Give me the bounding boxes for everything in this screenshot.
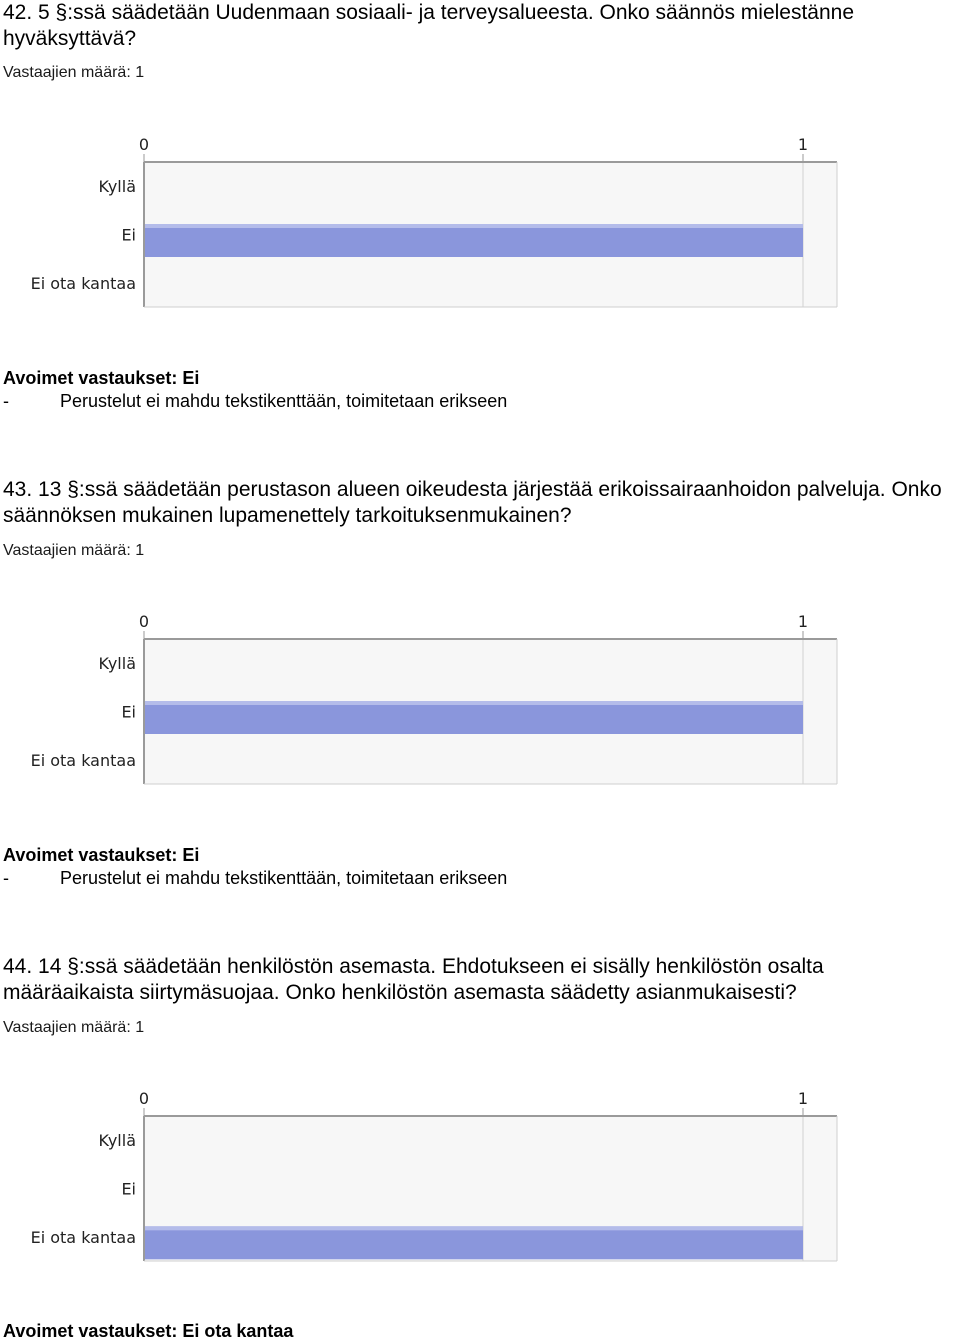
open-answer-text: Perustelut ei mahdu tekstikenttään, toimitetaan erikseen — [60, 391, 508, 411]
category-label: Kyllä — [98, 1131, 136, 1151]
category-label: Ei ota kantaa — [30, 1227, 136, 1247]
respondent-count: Vastaajien määrä: 1 — [3, 1019, 145, 1036]
open-answer-item — [3, 867, 507, 889]
bar — [144, 701, 803, 734]
category-label: Kyllä — [98, 177, 136, 197]
list-dash: - — [3, 868, 9, 888]
category-label: Ei — [121, 702, 136, 722]
bar — [144, 224, 803, 257]
open-answers-label: Avoimet vastaukset: Ei ota kantaa — [3, 1321, 294, 1341]
category-label: Ei ota kantaa — [30, 273, 136, 293]
question-44-title: 44. 14 §:ssä säädetään henkilöstön asemasta. Ehdotukseen ei sisälly henkilöstön osalta määräaikaista siirtymäsuojaa. Onko henkilöstön asemasta säädetty asianmukaisesti? — [3, 955, 824, 1004]
tick-label: 1 — [797, 135, 809, 154]
open-answer-text: Perustelut ei mahdu tekstikenttään, toimitetaan erikseen — [60, 868, 508, 888]
bar — [144, 1226, 803, 1259]
bar-chart-q44 — [0, 1084, 860, 1269]
bar-chart-q42 — [0, 130, 860, 315]
category-label: Kyllä — [98, 654, 136, 674]
open-answers-label: Avoimet vastaukset: Ei — [3, 845, 200, 865]
category-label: Ei — [121, 225, 136, 245]
category-label: Ei — [121, 1179, 136, 1199]
bar-highlight — [144, 1226, 803, 1230]
tick-label: 1 — [797, 612, 809, 631]
category-label: Ei ota kantaa — [30, 750, 136, 770]
list-dash: - — [3, 391, 9, 411]
question-43-title: 43. 13 §:ssä säädetään perustason alueen oikeudesta järjestää erikoissairaanhoidon palveluja. Onko säännöksen mukainen lupamenettely tarkoituksenmukainen? — [3, 478, 942, 527]
bar-highlight — [144, 701, 803, 705]
tick-label: 0 — [138, 612, 150, 631]
question-42-title: 42. 5 §:ssä säädetään Uudenmaan sosiaali- ja terveysalueesta. Onko säännös mielestänne hyväksyttävä? — [3, 1, 855, 50]
bar-highlight — [144, 224, 803, 228]
respondent-count: Vastaajien määrä: 1 — [3, 64, 145, 81]
bar-chart-q43 — [0, 607, 860, 792]
open-answers-label: Avoimet vastaukset: Ei — [3, 368, 200, 388]
tick-label: 0 — [138, 135, 150, 154]
tick-label: 0 — [138, 1089, 150, 1108]
open-answer-item — [3, 390, 507, 412]
respondent-count: Vastaajien määrä: 1 — [3, 542, 145, 559]
tick-label: 1 — [797, 1089, 809, 1108]
